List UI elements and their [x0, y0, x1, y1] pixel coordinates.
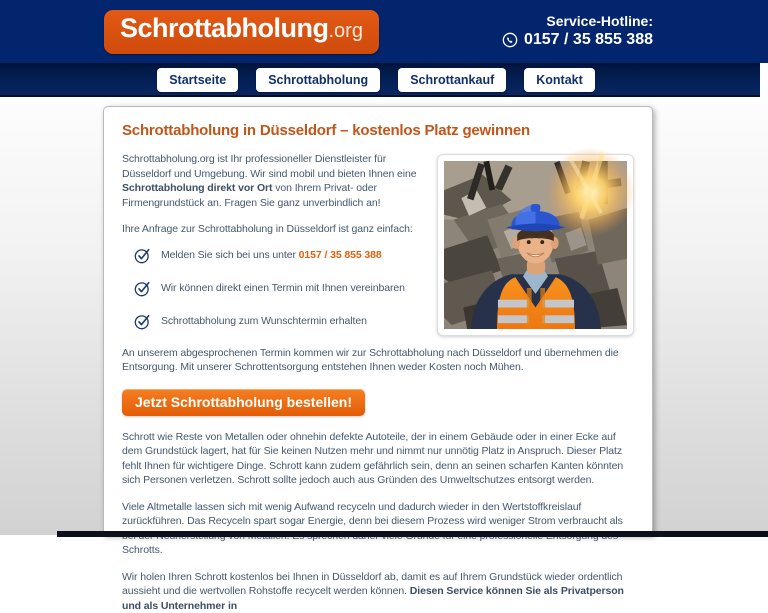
nav-item-kontakt[interactable]: Kontakt	[524, 68, 595, 92]
order-pickup-button[interactable]: Jetzt Schrottabholung bestellen!	[122, 389, 365, 416]
nav-item-schrottabholung[interactable]: Schrottabholung	[256, 68, 380, 92]
checklist-text: Melden Sie sich bei uns unter	[161, 249, 299, 261]
hotline-number-row[interactable]	[502, 30, 653, 50]
phone-icon	[502, 32, 518, 48]
intro-text-end: von Ihrem Privat- oder Firmengrundstück an. Fragen Sie ganz unverbindlich an!	[122, 182, 380, 209]
checklist-item-pickup	[134, 313, 425, 330]
hotline-label: Service-Hotline:	[502, 13, 653, 31]
checklist-item-contact	[134, 247, 425, 264]
appointment-paragraph: An unserem abgesprochenen Termin kommen wir zur Schrottabholung nach Düsseldorf und übernehmen die Entsorgung. Mit unserer Schrottentsorgung entstehen Ihnen weder Kosten noch Mühen.	[122, 346, 634, 375]
checklist-phone-number: 0157 / 35 855 388	[299, 249, 382, 261]
service-text-bold: Diesen Service können Sie als Privatperson und als Unternehmer in	[122, 585, 624, 612]
check-circle-icon	[134, 313, 151, 330]
check-circle-icon	[134, 247, 151, 264]
site-logo[interactable]	[104, 10, 379, 54]
content-card	[103, 106, 653, 535]
scrap-benefits-paragraph: Schrott wie Reste von Metallen oder ohnehin defekte Autoteile, der in einem Gebäude oder in einer Ecke auf dem Grundstück lagert, hat für Sie keinen Nutzen mehr und nimmt nur unnötig Platz in Anspruch. Dieser Platz fehlt Ihnen für wichtigere Dinge. Schrott kann zudem gefährlich sein, denn an seinen scharfen Kanten könnten sich Personen verletzen. Schrott sollte jedoch auch aus Gründen des Umweltschutzes entsorgt werden.	[122, 430, 634, 488]
hotline-number: 0157 / 35 855 388	[524, 30, 653, 50]
service-hotline	[502, 13, 653, 51]
request-lead-paragraph: Ihre Anfrage zur Schrottabholung in Düsseldorf ist ganz einfach:	[122, 222, 634, 237]
intro-text-start: Schrottabholung.org ist Ihr professioneller Dienstleister für Düsseldorf und Umgebung. Wir sind mobil und bieten Ihnen eine	[122, 153, 417, 180]
check-circle-icon	[134, 280, 151, 297]
service-paragraph	[122, 570, 634, 613]
worker-photo	[437, 154, 634, 336]
body-paragraphs	[122, 430, 634, 613]
worker-photo-illustration	[444, 161, 627, 329]
logo-name: Schrottabholung	[120, 13, 328, 44]
checklist-item-text: Schrottabholung zum Wunschtermin erhalten	[161, 314, 367, 329]
recycling-paragraph: Viele Altmetalle lassen sich mit wenig Aufwand recyceln und dadurch wieder in den Wertstoffkreislauf zurückführen. Das Recyceln spart sogar Energie, denn bei diesem Prozess wird weniger Strom verbraucht als Schrotts.	[122, 500, 634, 558]
header-bar	[0, 0, 768, 63]
page-background	[0, 97, 768, 535]
nav-item-schrottankauf[interactable]: Schrottankauf	[398, 68, 506, 92]
bottom-window-edge	[57, 531, 768, 537]
main-nav	[0, 63, 760, 97]
logo-tld: .org	[328, 20, 362, 43]
checklist-item-appointment	[134, 280, 425, 297]
nav-item-startseite[interactable]: Startseite	[157, 68, 238, 92]
page-title: Schrottabholung in Düsseldorf – kostenlos Platz gewinnen	[122, 122, 634, 139]
intro-text-bold: Schrottabholung direkt vor Ort	[122, 182, 272, 194]
checklist-item-text: Wir können direkt einen Termin mit Ihnen vereinbaren	[161, 281, 405, 296]
checklist-item-text	[161, 248, 382, 263]
service-text-start: Wir holen Ihren Schrott kostenlos bei Ihnen in Düsseldorf ab, damit es auf Ihrem Grundstück wieder ordentlich aussieht und die wertvollen Rohstoffe recycelt werden können.	[122, 571, 622, 598]
